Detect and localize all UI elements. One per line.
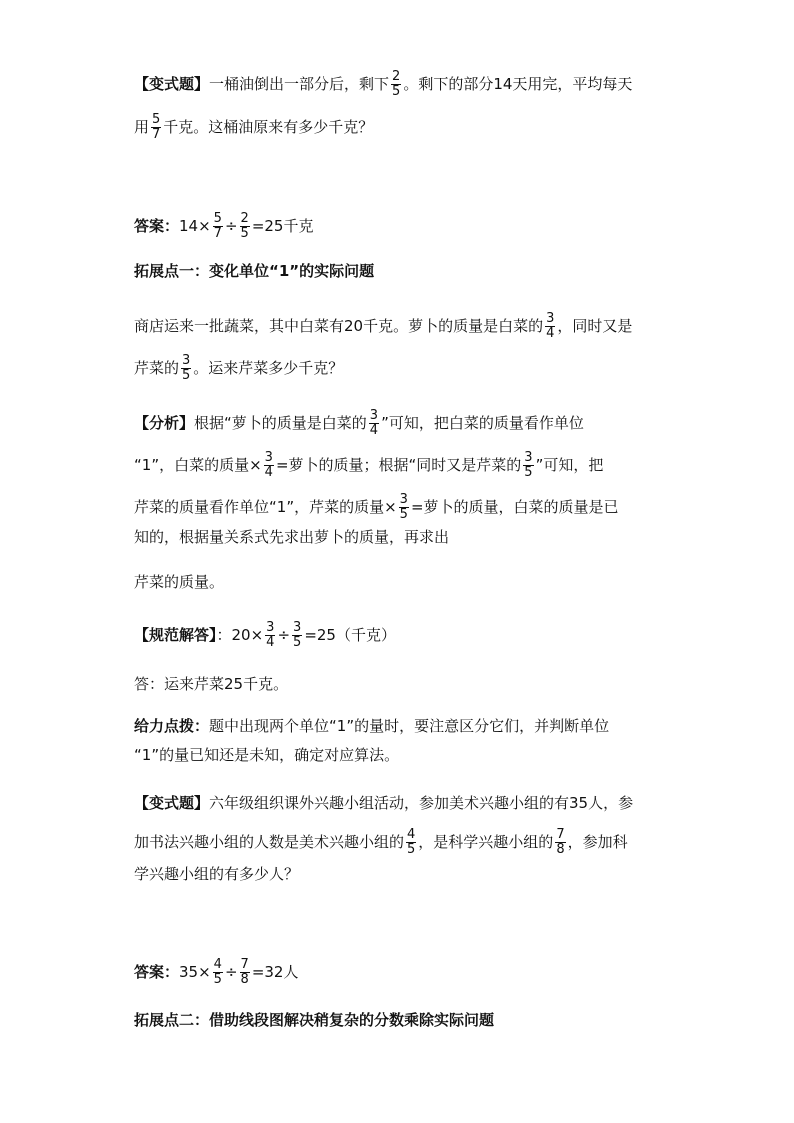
extension-heading-1: 拓展点一：变化单位“1”的实际问题 xyxy=(134,262,375,280)
answer-2 xyxy=(134,958,298,987)
extension-heading-2: 拓展点二：借助线段图解决稍复杂的分数乘除实际问题 xyxy=(134,1011,495,1029)
question-2 xyxy=(134,312,632,341)
fraction: $\frac{5}{7}$ xyxy=(213,211,222,241)
answer-1 xyxy=(134,212,313,241)
question-2-cont xyxy=(134,354,343,383)
analysis-cont-3: 知的，根据量关系式先求出萝卜的质量，再求出 xyxy=(134,528,450,546)
analysis-cont-2 xyxy=(134,493,619,522)
fraction: $\frac{2}{5}$ xyxy=(240,211,249,241)
text: =25千克 xyxy=(251,217,314,235)
text: ，是科学兴趣小组的 xyxy=(418,833,554,851)
text: 35× xyxy=(179,963,211,981)
tip-label: 给力点拨： xyxy=(134,717,210,735)
analysis-cont-4: 芹菜的质量。 xyxy=(134,573,225,591)
fraction: $\frac{4}{5}$ xyxy=(407,827,416,857)
fraction: $\frac{4}{5}$ xyxy=(213,957,222,987)
text: =萝卜的质量，白菜的质量是已 xyxy=(410,498,619,516)
solution-answer: 答：运来芹菜25千克。 xyxy=(134,675,289,693)
standard-solution xyxy=(134,621,396,650)
fraction: $\frac{3}{4}$ xyxy=(266,620,275,650)
tip-cont: “1”的量已知还是未知，确定对应算法。 xyxy=(134,746,400,764)
analysis-tag: 【分析】 xyxy=(134,414,195,432)
variant-question-2-cont xyxy=(134,828,628,857)
text: “1”，白菜的质量× xyxy=(134,456,262,474)
text: =25（千克） xyxy=(304,626,396,644)
analysis-cont-1 xyxy=(134,451,603,480)
fraction: $\frac{3}{4}$ xyxy=(546,311,555,341)
text: 一桶油倒出一部分后，剩下 xyxy=(209,75,390,93)
text: 商店运来一批蔬菜，其中白菜有20千克。萝卜的质量是白菜的 xyxy=(134,317,544,335)
text: 。运来芹菜多少千克？ xyxy=(193,359,344,377)
fraction: $\frac{3}{5}$ xyxy=(399,492,408,522)
text: ÷ xyxy=(224,217,238,235)
text: ”可知，把 xyxy=(535,456,604,474)
text: 加书法兴趣小组的人数是美术兴趣小组的 xyxy=(134,833,405,851)
text: =32人 xyxy=(251,963,299,981)
text: 题中出现两个单位“1”的量时，要注意区分它们，并判断单位 xyxy=(209,717,610,735)
fraction: $\frac{2}{5}$ xyxy=(392,69,401,99)
variant-question-1-cont xyxy=(134,113,373,142)
fraction: $\frac{5}{7}$ xyxy=(152,112,161,142)
text: 。剩下的部分14天用完，平均每天 xyxy=(403,75,633,93)
text: 14× xyxy=(179,217,211,235)
variant-question-2-cont-2: 学兴趣小组的有多少人？ xyxy=(134,865,300,883)
analysis xyxy=(134,409,584,438)
solution-tag: 【规范解答】 xyxy=(134,626,217,644)
fraction: $\frac{3}{5}$ xyxy=(293,620,302,650)
variant-question-1 xyxy=(134,70,632,99)
text: 六年级组织课外兴趣小组活动，参加美术兴趣小组的有35人，参 xyxy=(209,794,634,812)
text: 根据“萝卜的质量是白菜的 xyxy=(194,414,367,432)
fraction: $\frac{7}{8}$ xyxy=(240,957,249,987)
text: 芹菜的 xyxy=(134,359,180,377)
variant-tag: 【变式题】 xyxy=(134,794,210,812)
answer-label: 答案： xyxy=(134,963,180,981)
fraction: $\frac{3}{5}$ xyxy=(524,450,533,480)
fraction: $\frac{3}{4}$ xyxy=(369,408,379,438)
text: ”可知，把白菜的质量看作单位 xyxy=(381,414,584,432)
text: ÷ xyxy=(224,963,238,981)
variant-tag: 【变式题】 xyxy=(134,75,210,93)
answer-label: 答案： xyxy=(134,217,180,235)
variant-question-2 xyxy=(134,793,633,813)
text: ，同时又是 xyxy=(557,317,633,335)
text: 用 xyxy=(134,118,150,136)
text: ：20× xyxy=(216,626,264,644)
text: ÷ xyxy=(277,626,291,644)
tip xyxy=(134,716,609,736)
fraction: $\frac{3}{5}$ xyxy=(182,353,191,383)
text: 芹菜的质量看作单位“1”，芹菜的质量× xyxy=(134,498,397,516)
text: ，参加科 xyxy=(567,833,628,851)
fraction: $\frac{3}{4}$ xyxy=(264,450,273,480)
fraction: $\frac{7}{8}$ xyxy=(556,827,565,857)
text: 千克。这桶油原来有多少千克？ xyxy=(163,118,374,136)
text: =萝卜的质量；根据“同时又是芹菜的 xyxy=(275,456,522,474)
